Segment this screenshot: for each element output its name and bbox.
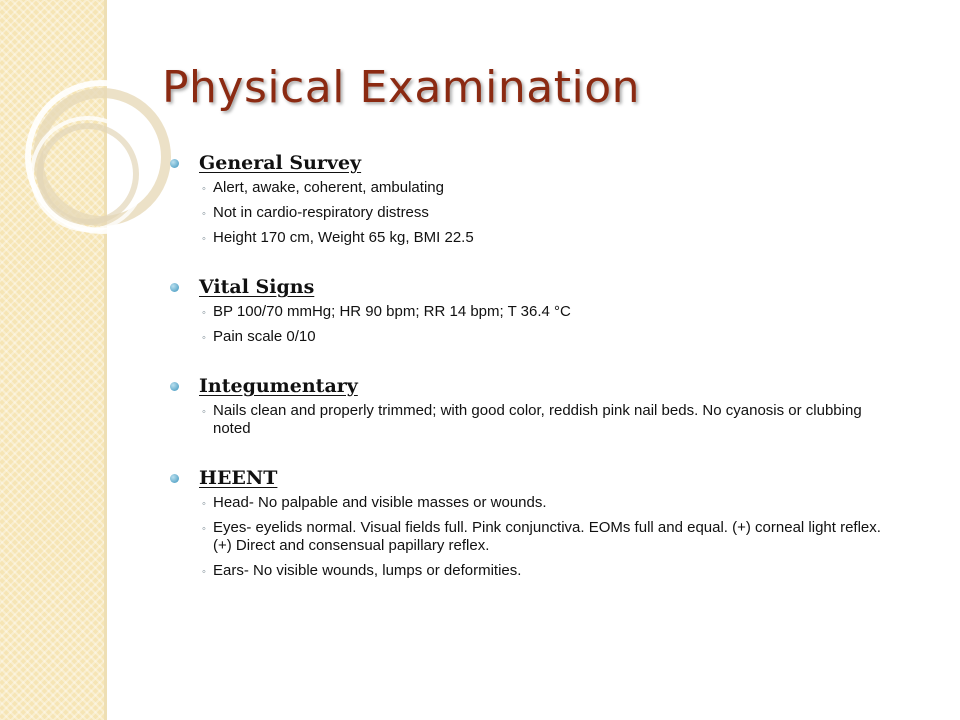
list-item [170, 562, 890, 580]
hollow-circle-icon: ◦ [202, 498, 206, 510]
hollow-circle-icon: ◦ [202, 566, 206, 578]
item-list [170, 494, 890, 580]
item-text: Nails clean and properly trimmed; with good color, reddish pink nail beds. No cyanosis or clubbing noted [213, 402, 862, 437]
hollow-circle-icon: ◦ [202, 208, 206, 220]
section-heading: HEENT [199, 467, 278, 489]
item-text: Pain scale 0/10 [213, 328, 316, 345]
slide-title: Physical Examination [162, 62, 640, 113]
hollow-circle-icon: ◦ [202, 183, 206, 195]
item-list [170, 402, 890, 438]
section-vital-signs [170, 274, 890, 346]
section-heent [170, 465, 890, 580]
hollow-circle-icon: ◦ [202, 233, 206, 245]
item-list [170, 179, 890, 247]
list-item [170, 519, 890, 555]
item-text: Ears- No visible wounds, lumps or deformities. [213, 562, 522, 579]
slide-content [170, 150, 890, 607]
hollow-circle-icon: ◦ [202, 307, 206, 319]
blue-dot-icon [170, 159, 179, 168]
section-heading: Vital Signs [199, 276, 315, 298]
list-item [170, 328, 890, 346]
item-text: BP 100/70 mmHg; HR 90 bpm; RR 14 bpm; T 36.4 °C [213, 303, 571, 320]
section-heading: General Survey [199, 152, 362, 174]
blue-dot-icon [170, 474, 179, 483]
item-text: Alert, awake, coherent, ambulating [213, 179, 444, 196]
list-item [170, 303, 890, 321]
section-heading: Integumentary [199, 375, 358, 397]
item-text: Not in cardio-respiratory distress [213, 204, 429, 221]
list-item [170, 179, 890, 197]
list-item [170, 204, 890, 222]
section-integumentary [170, 373, 890, 438]
item-list [170, 303, 890, 346]
section-general-survey [170, 150, 890, 247]
list-item [170, 402, 890, 438]
item-text: Eyes- eyelids normal. Visual fields full. Pink conjunctiva. EOMs full and equal. (+) corneal light reflex. (+) Direct and consensual papillary reflex. [213, 519, 881, 554]
blue-dot-icon [170, 283, 179, 292]
item-text: Height 170 cm, Weight 65 kg, BMI 22.5 [213, 229, 474, 246]
list-item [170, 229, 890, 247]
hollow-circle-icon: ◦ [202, 523, 206, 535]
hollow-circle-icon: ◦ [202, 332, 206, 344]
item-text: Head- No palpable and visible masses or wounds. [213, 494, 547, 511]
hollow-circle-icon: ◦ [202, 406, 206, 418]
blue-dot-icon [170, 382, 179, 391]
list-item [170, 494, 890, 512]
